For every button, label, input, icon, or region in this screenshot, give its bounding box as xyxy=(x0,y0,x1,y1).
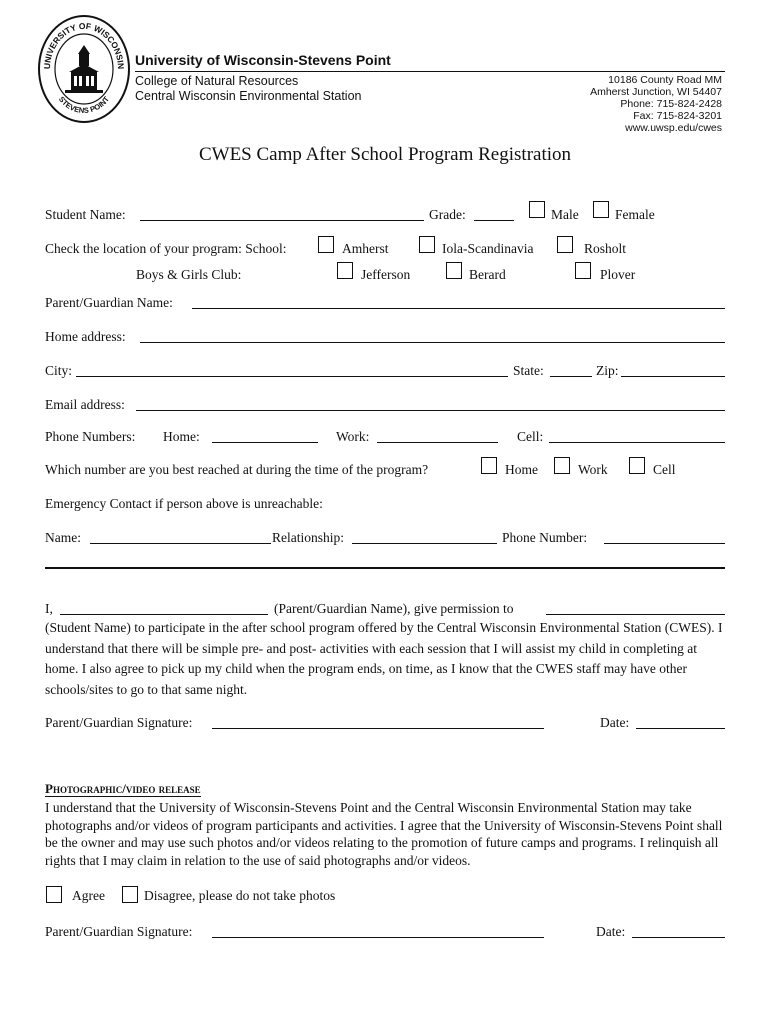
email-field[interactable] xyxy=(136,410,725,411)
permission-i-label: I, xyxy=(45,601,53,616)
grade-label: Grade: xyxy=(429,207,466,222)
best-home-checkbox[interactable] xyxy=(481,457,497,474)
jefferson-checkbox[interactable] xyxy=(337,262,353,279)
location-label: Check the location of your program: School: xyxy=(45,241,287,256)
plover-label: Plover xyxy=(600,267,636,282)
amherst-checkbox[interactable] xyxy=(318,236,334,253)
emergency-name-field[interactable] xyxy=(90,543,271,544)
agree-label: Agree xyxy=(72,888,105,903)
address-street: 10186 County Road MM xyxy=(608,74,722,86)
permission-body: (Student Name) to participate in the after school program offered by the Central Wisconsin Environmental Station (CWES). I understand that there will be simple pre- and post- activities with each session that I will assist my child in completing at home. I also agree to pick up my child when the program ends, on time, as I know that the CWES staff may have other schools/sites to go to that same night. xyxy=(45,620,723,697)
organization-name: University of Wisconsin-Stevens Point xyxy=(135,52,391,68)
zip-field[interactable] xyxy=(621,376,725,377)
male-label: Male xyxy=(551,207,579,222)
emergency-relationship-label: Relationship: xyxy=(272,530,344,545)
release-signature-field[interactable] xyxy=(212,937,544,938)
permission-parent-name-field[interactable] xyxy=(60,614,268,615)
form-title: CWES Camp After School Program Registration xyxy=(198,144,572,165)
section-divider xyxy=(45,567,725,569)
address-phone: Phone: 715-824-2428 xyxy=(620,98,722,110)
iola-scandinavia-label: Iola-Scandinavia xyxy=(442,241,534,256)
seal-top-text: UNIVERSITY OF WISCONSIN xyxy=(41,20,127,70)
home-phone-field[interactable] xyxy=(212,442,318,443)
phone-numbers-label: Phone Numbers: xyxy=(45,429,136,444)
email-label: Email address: xyxy=(45,397,125,412)
disagree-checkbox[interactable] xyxy=(122,886,138,903)
rosholt-checkbox[interactable] xyxy=(557,236,573,253)
state-field[interactable] xyxy=(550,376,592,377)
station-name: Central Wisconsin Environmental Station xyxy=(135,89,362,103)
cell-phone-field[interactable] xyxy=(549,442,725,443)
emergency-phone-field[interactable] xyxy=(604,543,725,544)
student-name-field[interactable] xyxy=(140,220,424,221)
home-address-label: Home address: xyxy=(45,329,126,344)
rosholt-label: Rosholt xyxy=(584,241,627,256)
female-checkbox[interactable] xyxy=(593,201,609,218)
best-work-label: Work xyxy=(578,462,608,477)
release-signature-label: Parent/Guardian Signature: xyxy=(45,924,193,939)
home-phone-label: Home: xyxy=(163,429,200,444)
permission-date-label: Date: xyxy=(600,715,630,730)
permission-parent-hint: (Parent/Guardian Name), give permission to xyxy=(274,601,514,616)
student-name-label: Student Name: xyxy=(45,207,126,222)
disagree-label: Disagree, please do not take photos xyxy=(144,888,336,903)
iola-scandinavia-checkbox[interactable] xyxy=(419,236,435,253)
permission-date-field[interactable] xyxy=(636,728,725,729)
permission-student-name-field[interactable] xyxy=(546,614,725,615)
release-date-field[interactable] xyxy=(632,937,725,938)
best-home-label: Home xyxy=(505,462,538,477)
boys-girls-club-label: Boys & Girls Club: xyxy=(136,267,242,282)
female-label: Female xyxy=(615,207,655,222)
photo-release-heading: Photographic/video release xyxy=(45,781,201,796)
university-seal-logo xyxy=(37,14,131,124)
berard-label: Berard xyxy=(469,267,506,282)
svg-text:STEVENS POINT xyxy=(57,94,111,115)
permission-signature-label: Parent/Guardian Signature: xyxy=(45,715,193,730)
emergency-relationship-field[interactable] xyxy=(352,543,497,544)
zip-label: Zip: xyxy=(596,363,619,378)
male-checkbox[interactable] xyxy=(529,201,545,218)
permission-signature-field[interactable] xyxy=(212,728,544,729)
address-website[interactable]: www.uwsp.edu/cwes xyxy=(625,122,722,134)
berard-checkbox[interactable] xyxy=(446,262,462,279)
parent-name-label: Parent/Guardian Name: xyxy=(45,295,173,310)
home-address-field[interactable] xyxy=(140,342,725,343)
seal-bottom-text: STEVENS POINT xyxy=(56,94,112,116)
emergency-phone-label: Phone Number: xyxy=(502,530,588,545)
best-cell-label: Cell xyxy=(653,462,676,477)
parent-name-field[interactable] xyxy=(192,308,725,309)
state-label: State: xyxy=(513,363,544,378)
photo-release-body: I understand that the University of Wisconsin-Stevens Point and the Central Wisconsin Environmental Station may take photographs and/or videos of program participants and activities. I agree that the University of Wisconsin-Stevens Point shall be the owner and may use such photos and/or videos relating to the promotion of future camps and programs. I relinquish all rights that I may claim in relation to the use of said photographs and/or videos. xyxy=(45,800,723,868)
jefferson-label: Jefferson xyxy=(361,267,411,282)
college-name: College of Natural Resources xyxy=(135,74,299,88)
plover-checkbox[interactable] xyxy=(575,262,591,279)
cell-phone-label: Cell: xyxy=(517,429,544,444)
city-label: City: xyxy=(45,363,73,378)
address-city: Amherst Junction, WI 54407 xyxy=(590,86,722,98)
station-address xyxy=(590,74,722,134)
address-fax: Fax: 715-824-3201 xyxy=(633,110,722,122)
best-number-label: Which number are you best reached at during the time of the program? xyxy=(45,462,429,477)
best-cell-checkbox[interactable] xyxy=(629,457,645,474)
work-phone-field[interactable] xyxy=(377,442,498,443)
release-date-label: Date: xyxy=(596,924,626,939)
grade-field[interactable] xyxy=(474,220,514,221)
best-work-checkbox[interactable] xyxy=(554,457,570,474)
emergency-contact-label: Emergency Contact if person above is unreachable: xyxy=(45,496,323,511)
emergency-name-label: Name: xyxy=(45,530,81,545)
amherst-label: Amherst xyxy=(342,241,389,256)
agree-checkbox[interactable] xyxy=(46,886,62,903)
work-phone-label: Work: xyxy=(336,429,370,444)
header-rule xyxy=(135,71,725,72)
city-field[interactable] xyxy=(76,376,508,377)
